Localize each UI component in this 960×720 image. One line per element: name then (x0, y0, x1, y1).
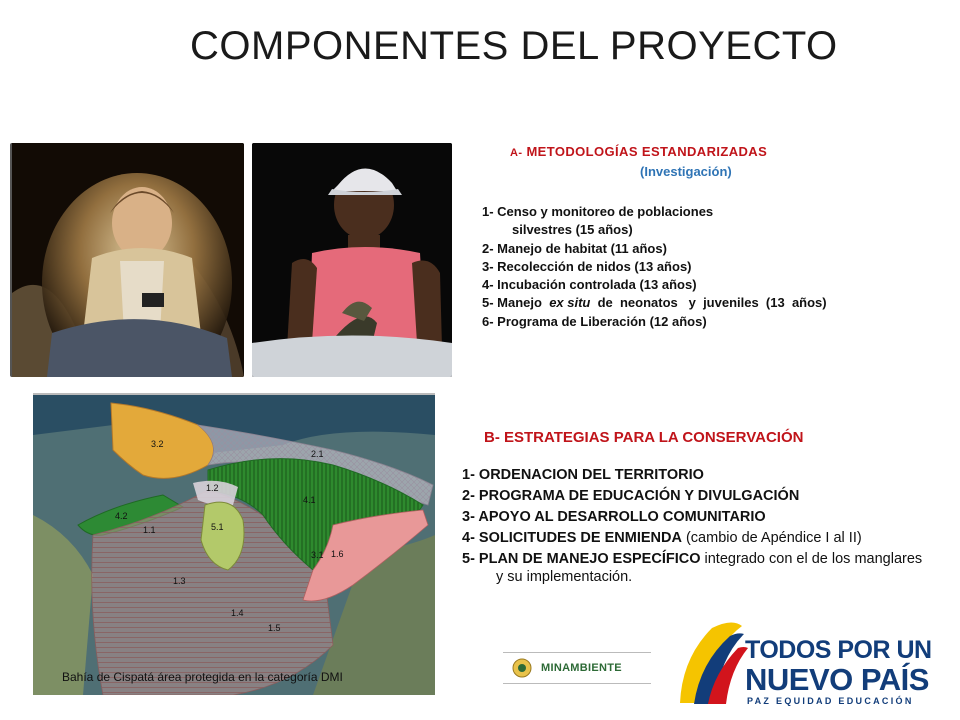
pais-logo-line2: NUEVO PAÍS (745, 662, 929, 697)
section-a-list (482, 203, 827, 331)
cispata-bay-zoning-map (33, 393, 435, 695)
zone-label: 4.1 (303, 495, 316, 505)
list-item-text: 2- PROGRAMA DE EDUCACIÓN Y DIVULGACIÓN (462, 488, 800, 504)
list-item-detail: integrado con el de los manglares y su implementación. (496, 551, 923, 585)
list-item (482, 203, 827, 240)
list-item (462, 487, 932, 505)
minambiente-logo (503, 652, 651, 684)
list-item: 4- Incubación controlada (13 años) (482, 277, 697, 293)
list-item-text: 1- Censo y monitoreo de poblaciones (482, 204, 714, 219)
list-item: 2- Manejo de habitat (11 años) (482, 240, 667, 256)
list-item (462, 466, 932, 484)
zone-label: 1.1 (143, 525, 156, 535)
section-a-title (510, 144, 767, 159)
zone-label: 4.2 (115, 511, 128, 521)
list-item-emphasis: ex situ (549, 295, 591, 311)
list-item-continuation: silvestres (15 años) (512, 222, 633, 238)
section-a-title-text: METODOLOGÍAS ESTANDARIZADAS (526, 144, 768, 159)
section-a-subtitle: (Investigación) (640, 164, 732, 179)
list-item-text: 4- SOLICITUDES DE ENMIENDA (462, 530, 682, 546)
coat-of-arms-icon (511, 657, 533, 679)
list-item (462, 550, 932, 586)
page-title: COMPONENTES DEL PROYECTO (190, 24, 838, 68)
pais-logo-tagline: PAZ EQUIDAD EDUCACIÓN (747, 696, 914, 706)
list-item: 3- Recolección de nidos (13 años) (482, 258, 692, 274)
colombia-flag-swoosh-icon (672, 618, 752, 708)
photo-researcher-in-canoe (10, 143, 244, 377)
list-item (462, 508, 932, 526)
list-item-text: 1- ORDENACION DEL TERRITORIO (462, 467, 704, 483)
zone-label: 1.4 (231, 608, 244, 618)
zone-label: 1.6 (331, 549, 344, 559)
section-a-prefix: A- (510, 147, 523, 159)
list-item-text: 3- APOYO AL DESARROLLO COMUNITARIO (462, 509, 766, 525)
zone-label: 1.5 (268, 623, 281, 633)
list-item (482, 294, 827, 312)
zone-label: 1.3 (173, 576, 186, 586)
section-b-title: B- ESTRATEGIAS PARA LA CONSERVACIÓN (484, 429, 804, 446)
zone-label: 5.1 (211, 522, 224, 532)
list-item-text: de neonatos y juveniles (13 años) (590, 295, 827, 311)
zone-label: 3.1 (311, 550, 324, 560)
minambiente-text: MINAMBIENTE (541, 662, 622, 674)
list-item-text: 5- Manejo (482, 295, 550, 311)
section-b-list (462, 466, 932, 589)
list-item (462, 529, 932, 547)
zone-label: 3.2 (151, 439, 164, 449)
zone-label: 2.1 (311, 449, 324, 459)
photo-man-holding-caiman (252, 143, 452, 377)
zone-label: 1.2 (206, 483, 219, 493)
list-item: 6- Programa de Liberación (12 años) (482, 313, 707, 329)
list-item-text: 5- PLAN DE MANEJO ESPECÍFICO (462, 551, 701, 567)
pais-logo-line1: TODOS POR UN (745, 636, 932, 664)
list-item-detail: (cambio de Apéndice I al II) (681, 530, 862, 546)
map-caption: Bahía de Cispatá área protegida en la categoría DMI (62, 670, 343, 684)
